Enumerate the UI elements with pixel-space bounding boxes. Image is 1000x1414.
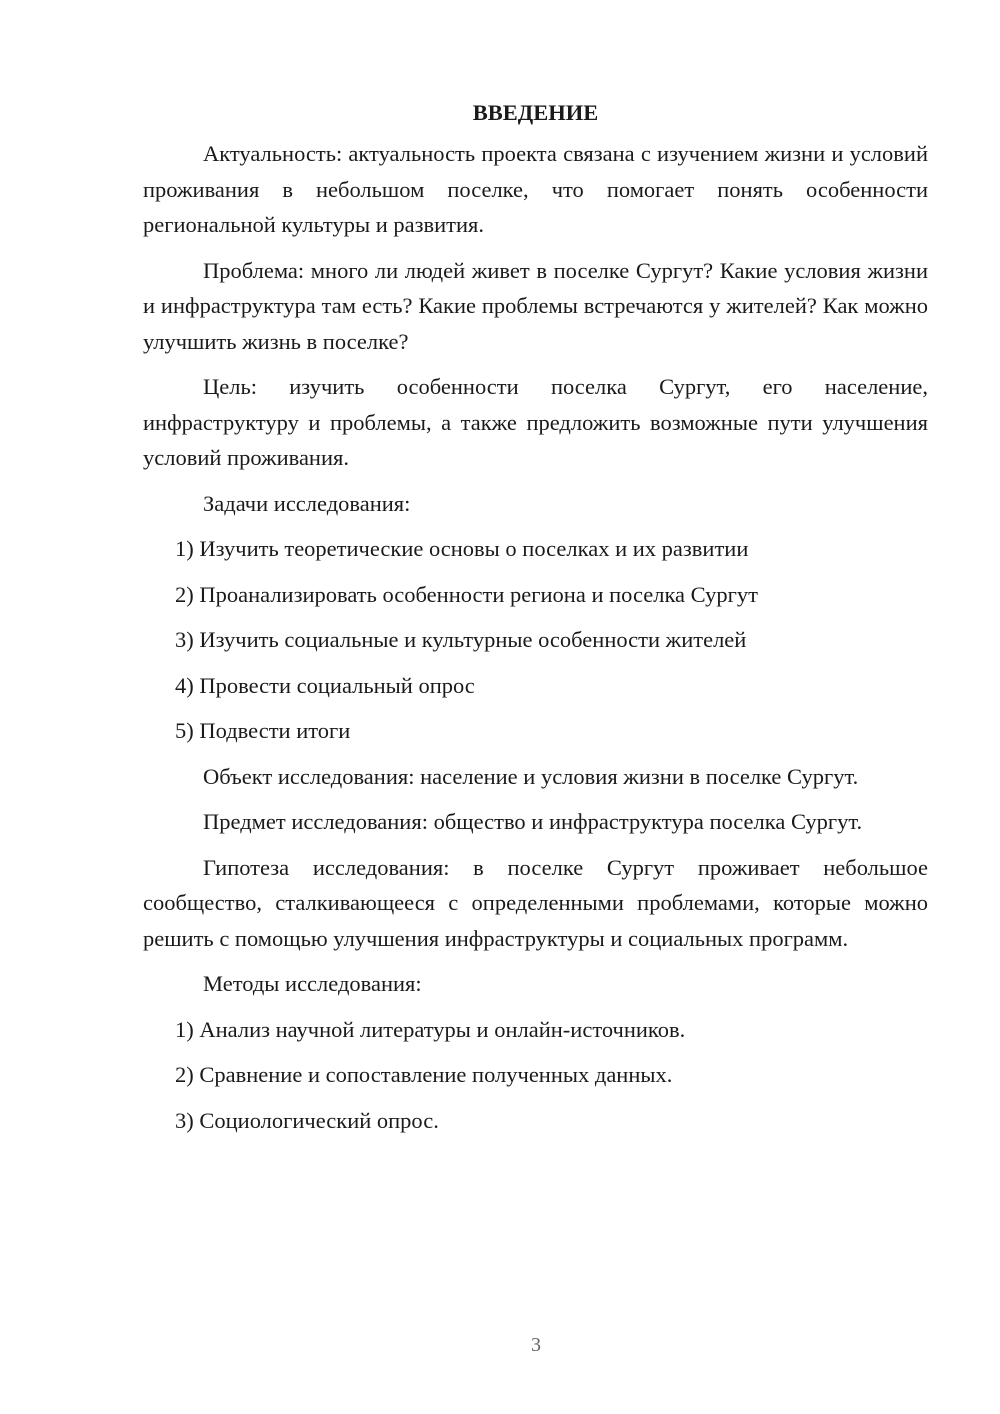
- task-item-2: 2) Проанализировать особенности региона и поселка Сургут: [175, 581, 758, 607]
- task-item-4: 4) Провести социальный опрос: [175, 672, 475, 698]
- task-item-3: 3) Изучить социальные и культурные особенности жителей: [175, 627, 747, 652]
- method-item-2: 2) Сравнение и сопоставление полученных данных.: [175, 1062, 673, 1087]
- subject-paragraph: Предмет исследования: общество и инфраструктура поселка Сургут.: [203, 809, 863, 834]
- document-page: [143, 95, 928, 1148]
- page-title: ВВЕДЕНИЕ: [472, 100, 599, 125]
- object-paragraph: Объект исследования: население и условия жизни в поселке Сургут.: [203, 763, 859, 789]
- goal-paragraph: Цель: изучить особенности поселка Сургут, его население, инфраструктуру и проблемы, а также предложить возможные пути улучшения условий проживания.: [143, 374, 928, 470]
- tasks-list: [143, 531, 928, 749]
- methods-list: [143, 1012, 928, 1139]
- tasks-heading: Задачи исследования:: [203, 490, 411, 516]
- task-item-1: 1) Изучить теоретические основы о поселках и их развитии: [175, 536, 749, 561]
- task-item-5: 5) Подвести итоги: [175, 718, 351, 743]
- page-number: 3: [531, 1334, 541, 1356]
- method-item-3: 3) Социологический опрос.: [175, 1107, 439, 1133]
- relevance-paragraph: Актуальность: актуальность проекта связана с изучением жизни и условий проживания в небольшом поселке, что помогает понять особенности региональной культуры и развития.: [143, 141, 928, 237]
- methods-heading: Методы исследования:: [203, 971, 422, 996]
- problem-paragraph: Проблема: много ли людей живет в поселке Сургут? Какие условия жизни и инфраструктура там есть? Какие проблемы встречаются у жителей? Как можно улучшить жизнь в поселке?: [143, 257, 928, 354]
- hypothesis-paragraph: Гипотеза исследования: в поселке Сургут проживает небольшое сообщество, сталкивающееся с определенными проблемами, которые можно решить с помощью улучшения инфраструктуры и социальных программ.: [143, 854, 928, 951]
- method-item-1: 1) Анализ научной литературы и онлайн-источников.: [175, 1016, 686, 1042]
